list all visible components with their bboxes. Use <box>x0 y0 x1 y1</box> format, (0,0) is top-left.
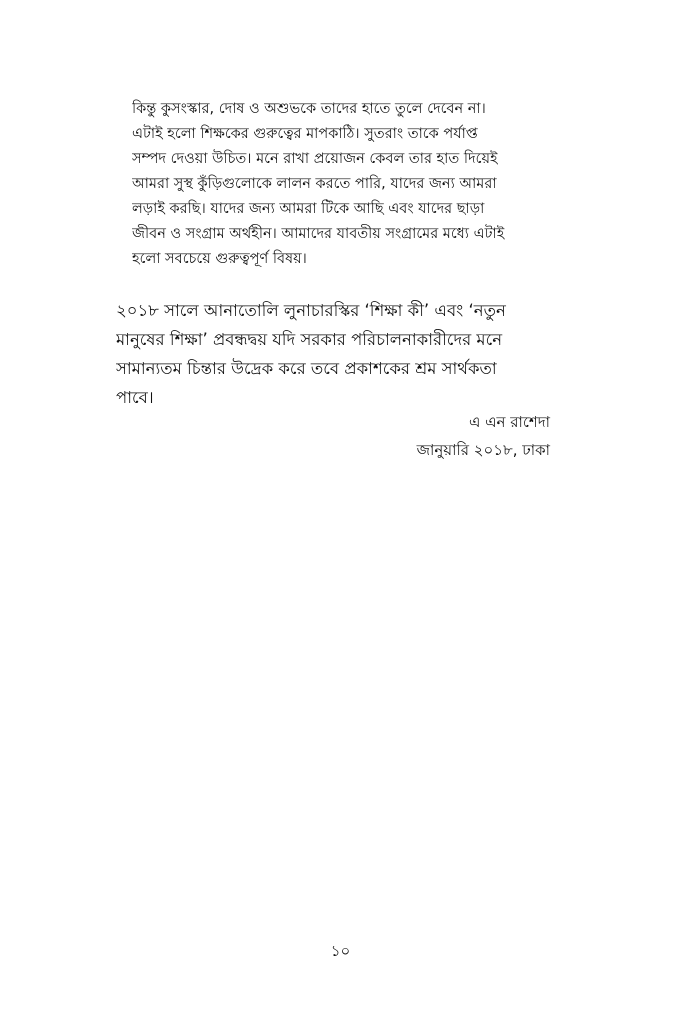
paragraph-line: সামান্যতম চিন্তার উদ্রেক করে তবে প্রকাশকের শ্রম সার্থকতা <box>116 359 497 378</box>
paragraph-line: ২০১৮ সালে আনাতোলি লুনাচারস্কির ‘শিক্ষা কী’ এবং ‘নতুন <box>116 301 506 320</box>
quote-line: লড়াই করছি। যাদের জন্য আমরা টিকে আছি এবং যাদের ছাড়া <box>132 201 485 217</box>
author-name: এ এন রাশেদা <box>468 413 550 431</box>
quote-line: সম্পদ দেওয়া উচিত। মনে রাখা প্রয়োজন কেবল তার হাত দিয়েই <box>132 151 498 167</box>
quote-line: হলো সবচেয়ে গুরুত্বপূর্ণ বিষয়। <box>132 251 307 267</box>
author-signature <box>417 408 550 464</box>
paragraph-line: পাবে। <box>116 388 154 407</box>
quote-line: জীবন ও সংগ্রাম অর্থহীন। আমাদের যাবতীয় সংগ্রামের মধ্যে এটাই <box>132 226 505 242</box>
paragraph-line: মানুষের শিক্ষা’ প্রবন্ধদ্বয় যদি সরকার পরিচালনাকারীদের মনে <box>116 330 503 349</box>
quoted-passage <box>132 97 550 272</box>
page-number: ১০ <box>330 942 351 960</box>
quote-line: এটাই হলো শিক্ষকের গুরুত্বের মাপকাঠি। সুতরাং তাকে পর্যাপ্ত <box>132 126 478 142</box>
quote-line: কিন্তু কুসংস্কার, দোষ ও অশুভকে তাদের হাতে তুলে দেবেন না। <box>132 101 486 117</box>
quote-line: আমরা সুস্থ কুঁড়িগুলোকে লালন করতে পারি, যাদের জন্য আমরা <box>132 176 497 192</box>
body-paragraph <box>116 296 550 412</box>
date-place: জানুয়ারি ২০১৮, ঢাকা <box>416 441 550 459</box>
